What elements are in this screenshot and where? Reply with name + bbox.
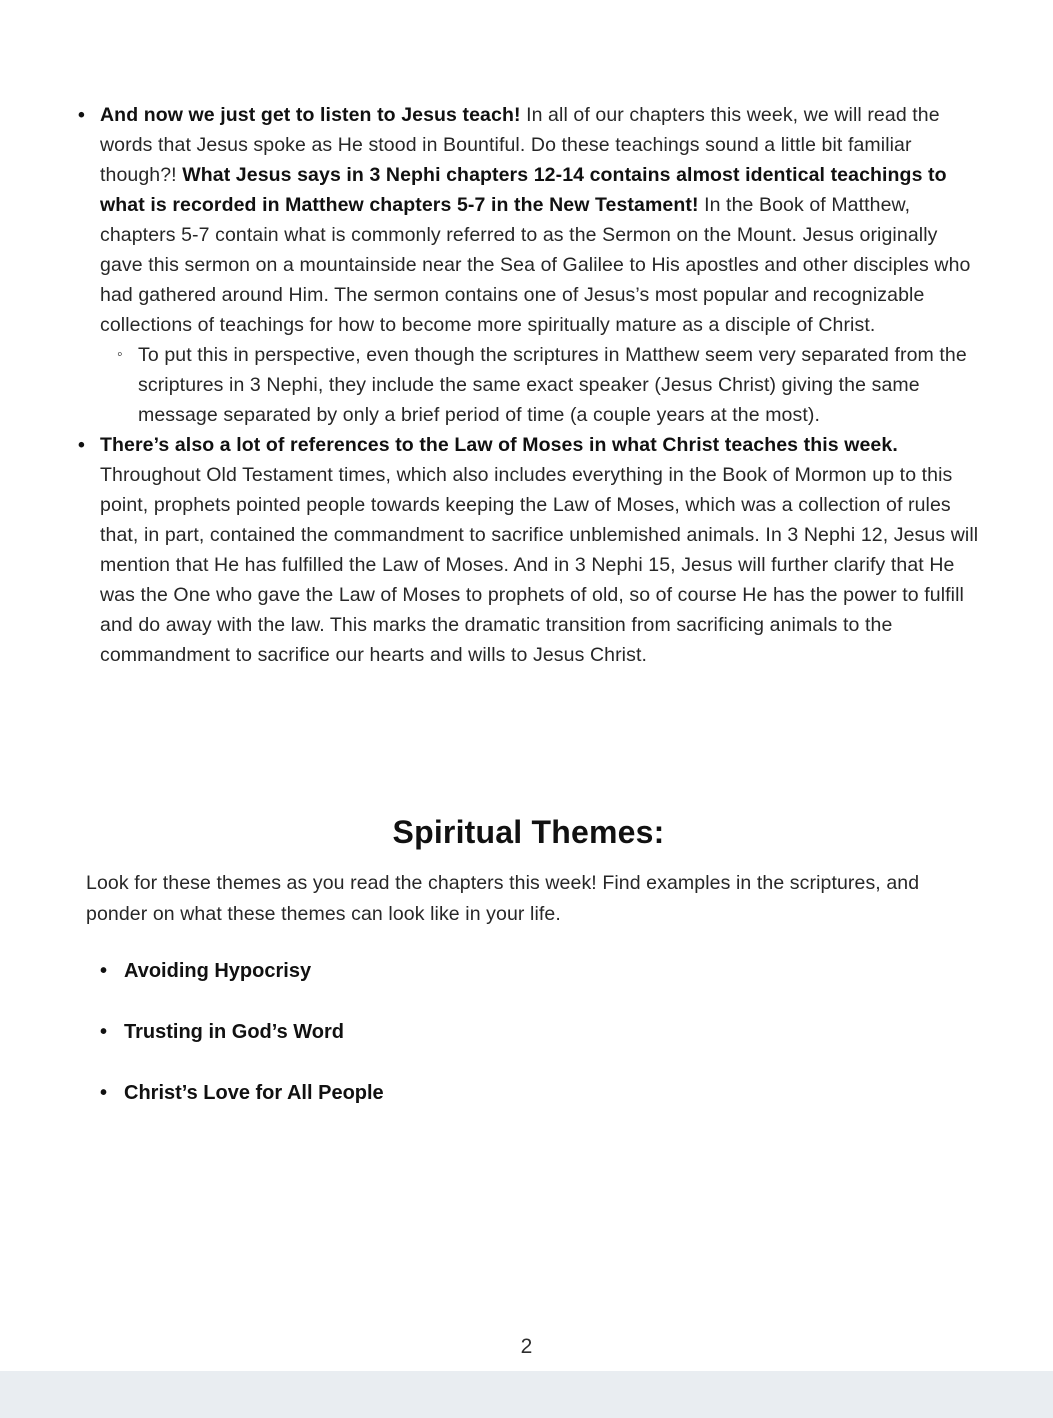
bullet-icon: •	[100, 960, 108, 982]
bullet-icon: •	[100, 1021, 108, 1043]
page-title: Spiritual Themes:	[392, 814, 665, 850]
theme-label: Trusting in God’s Word	[124, 1021, 344, 1043]
document-content	[78, 100, 979, 1139]
note-bold-lead: And now we just get to listen to Jesus teach!	[100, 104, 521, 126]
sub-note-text: To put this in perspective, even though the scriptures in Matthew seem very separated from the scriptures in 3 Nephi, they include the same exact speaker (Jesus Christ) giving the same message separated by only a brief period of time (a couple years at the most).	[138, 344, 967, 426]
theme-label: Christ’s Love for All People	[124, 1082, 384, 1104]
bullet-icon: •	[78, 104, 85, 126]
theme-label: Avoiding Hypocrisy	[124, 960, 312, 982]
sub-bullet-icon: ◦	[117, 346, 123, 363]
bullet-icon: •	[78, 434, 85, 456]
list-item	[100, 1017, 979, 1047]
note-text: Throughout Old Testament times, which also includes everything in the Book of Mormon up to this point, prophets pointed people towards keeping the Law of Moses, which was a collection of rules that, in part, contained the commandment to sacrifice unblemished animals. In 3 Nephi 12, Jesus will mention that He has fulfilled the Law of Moses. And in 3 Nephi 15, Jesus will further clarify that He was the One who gave the Law of Moses to prophets of old, so of course He has the power to fulfill and do away with the law. This marks the dramatic transition from sacrificing animals to the commandment to sacrifice our hearts and wills to Jesus Christ.	[100, 464, 979, 666]
themes-intro: Look for these themes as you read the chapters this week! Find examples in the scriptures, and ponder on what these themes can look like in your life.	[86, 872, 920, 925]
note-body	[100, 430, 979, 670]
note-text: In the Book of Matthew, chapters 5-7 contain what is commonly referred to as the Sermon on the Mount. Jesus originally gave this sermon on a mountainside near the Sea of Galilee to His apostles and other disciples who had gathered around Him. The sermon contains one of Jesus’s most popular and recognizable collections of teachings for how to become more spiritually mature as a disciple of Christ.	[100, 194, 971, 336]
list-item	[78, 100, 979, 430]
bullet-icon: •	[100, 1082, 108, 1104]
footer-bar	[0, 1371, 1053, 1418]
notes-list	[78, 100, 979, 670]
note-text: In all of our chapters this week, we will read the words that Jesus spoke as He stood in Bountiful. Do these teachings sound a little bit familiar though?!	[100, 104, 940, 186]
note-body	[100, 100, 979, 430]
page-number: 2	[520, 1335, 533, 1358]
list-item	[100, 1078, 979, 1108]
note-bold-mid: What Jesus says in 3 Nephi chapters 12-14 contains almost identical teachings to what is recorded in Matthew chapters 5-7 in the New Testament!	[100, 164, 947, 216]
themes-list	[78, 956, 979, 1108]
list-item	[100, 956, 979, 986]
note-bold-lead: There’s also a lot of references to the Law of Moses in what Christ teaches this week.	[100, 434, 898, 456]
list-item	[78, 430, 979, 670]
sub-list-item	[117, 340, 979, 430]
